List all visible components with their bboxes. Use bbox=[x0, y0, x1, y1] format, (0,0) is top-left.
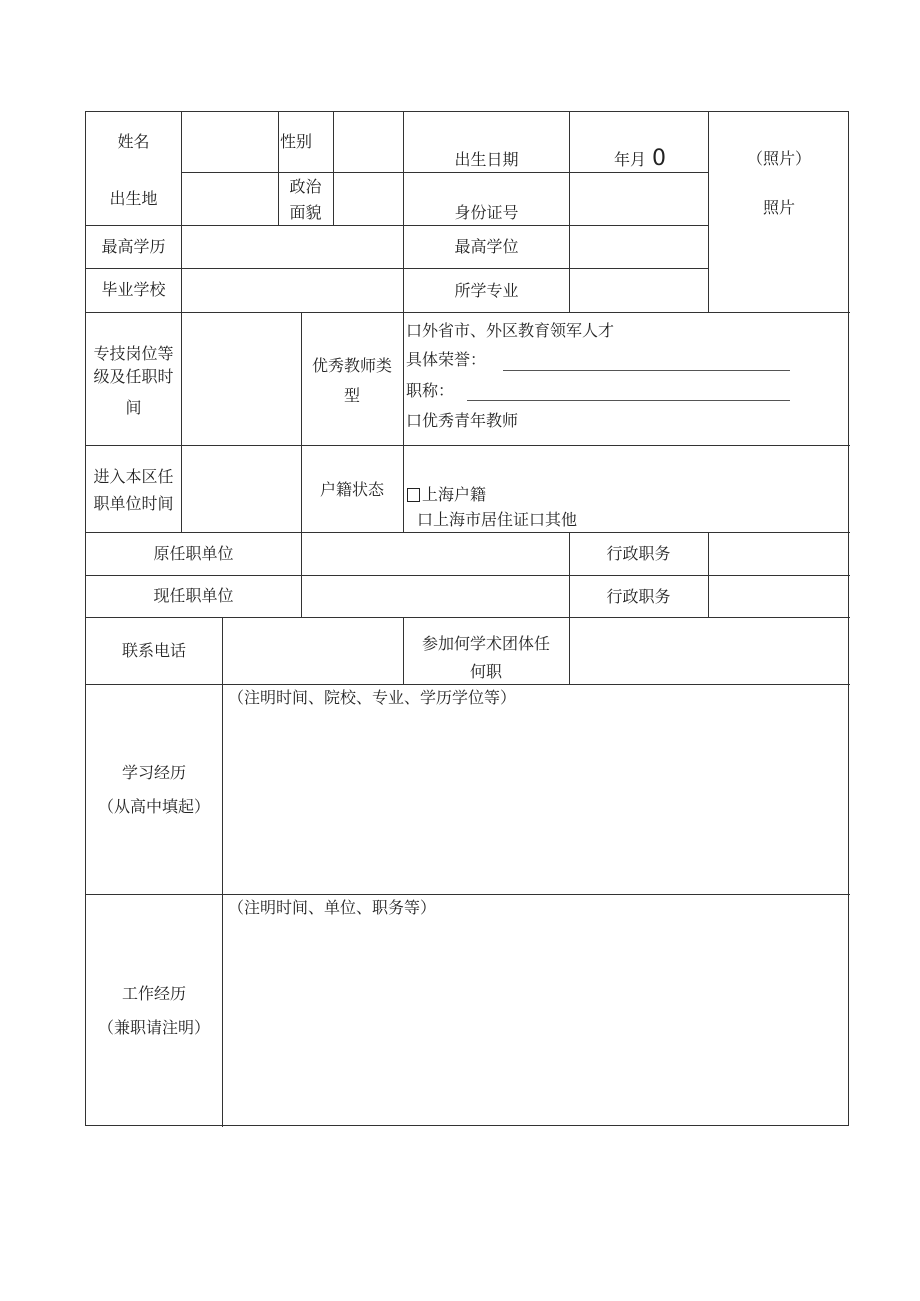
year-month-label: 年月 bbox=[614, 150, 647, 169]
position-level-label-line1: 专技岗位等 bbox=[93, 344, 174, 363]
position-level-label-line2: 级及任职时 bbox=[93, 367, 174, 386]
graduate-school-field[interactable] bbox=[182, 269, 402, 311]
name-field[interactable] bbox=[182, 113, 277, 171]
specific-honor-field[interactable] bbox=[503, 370, 790, 371]
birth-date-label: 出生日期 bbox=[454, 150, 519, 169]
study-history-hint: （注明时间、院校、专业、学历学位等） bbox=[228, 688, 517, 707]
zero-mark: 0 bbox=[652, 146, 666, 171]
teacher-option-young-teacher[interactable]: 口优秀青年教师 bbox=[406, 411, 519, 430]
political-status-field[interactable] bbox=[334, 173, 402, 224]
teacher-type-label-line1: 优秀教师类 bbox=[311, 356, 392, 375]
major-label: 所学专业 bbox=[454, 281, 519, 300]
study-history-label: 学习经历 bbox=[121, 763, 186, 782]
work-history-hint: （注明时间、单位、职务等） bbox=[228, 898, 437, 917]
entry-time-label-line2: 职单位时间 bbox=[93, 494, 174, 513]
birthplace-label: 出生地 bbox=[109, 189, 158, 208]
hukou-option-shanghai: 上海户籍 bbox=[422, 485, 487, 504]
hukou-option-residence-other[interactable]: 口上海市居住证口其他 bbox=[417, 510, 578, 529]
specific-honor-label: 具体荣誉： bbox=[406, 350, 487, 369]
former-unit-label: 原任职单位 bbox=[153, 544, 234, 563]
teacher-option-leading-talent[interactable]: 口外省市、外区教育领军人才 bbox=[406, 321, 615, 340]
id-number-label: 身份证号 bbox=[454, 203, 519, 222]
current-admin-post-field[interactable] bbox=[709, 576, 849, 616]
major-field[interactable] bbox=[570, 269, 707, 311]
former-admin-post-label: 行政职务 bbox=[606, 544, 671, 563]
name-label: 姓名 bbox=[117, 132, 150, 151]
gender-field[interactable] bbox=[334, 113, 402, 171]
highest-degree-label: 最高学位 bbox=[454, 237, 519, 256]
application-form-table bbox=[85, 111, 849, 1126]
birthplace-field[interactable] bbox=[182, 173, 277, 224]
academic-group-field[interactable] bbox=[570, 618, 849, 683]
study-history-note: （从高中填起） bbox=[97, 797, 210, 816]
highest-education-field[interactable] bbox=[182, 226, 402, 267]
academic-group-label-line1: 参加何学术团体任 bbox=[421, 634, 550, 653]
teacher-type-label-line2: 型 bbox=[343, 386, 360, 405]
academic-group-label-line2: 何职 bbox=[469, 662, 502, 681]
grid-line bbox=[403, 312, 404, 532]
former-admin-post-field[interactable] bbox=[709, 533, 849, 574]
position-level-label-line3: 间 bbox=[125, 398, 142, 417]
current-unit-field[interactable] bbox=[302, 576, 568, 616]
hukou-checkbox[interactable] bbox=[407, 488, 420, 502]
current-admin-post-label: 行政职务 bbox=[606, 587, 671, 606]
study-history-field[interactable] bbox=[223, 685, 849, 893]
highest-education-label: 最高学历 bbox=[101, 237, 166, 256]
political-status-label-line2: 面貌 bbox=[289, 203, 322, 222]
entry-time-label-line1: 进入本区任 bbox=[93, 467, 174, 486]
former-unit-field[interactable] bbox=[302, 533, 568, 574]
title-label: 职称： bbox=[406, 381, 455, 400]
photo-cell[interactable] bbox=[709, 113, 849, 311]
highest-degree-field[interactable] bbox=[570, 226, 707, 267]
gender-label: 性别 bbox=[280, 132, 313, 151]
work-history-field[interactable] bbox=[223, 895, 849, 1125]
graduate-school-label: 毕业学校 bbox=[101, 280, 166, 299]
current-unit-label: 现任职单位 bbox=[153, 586, 234, 605]
household-status-label: 户籍状态 bbox=[319, 480, 384, 499]
birth-date-field[interactable] bbox=[570, 113, 707, 171]
phone-label: 联系电话 bbox=[121, 641, 186, 660]
phone-field[interactable] bbox=[223, 618, 402, 683]
entry-time-field[interactable] bbox=[182, 446, 300, 531]
photo-paren-label: （照片） bbox=[746, 149, 811, 168]
position-level-field[interactable] bbox=[182, 313, 300, 444]
political-status-label-line1: 政治 bbox=[289, 177, 322, 196]
work-history-note: （兼职请注明） bbox=[97, 1018, 210, 1037]
id-number-field[interactable] bbox=[570, 173, 707, 224]
title-field[interactable] bbox=[467, 400, 790, 401]
work-history-label: 工作经历 bbox=[121, 984, 186, 1003]
photo-label: 照片 bbox=[762, 198, 795, 217]
